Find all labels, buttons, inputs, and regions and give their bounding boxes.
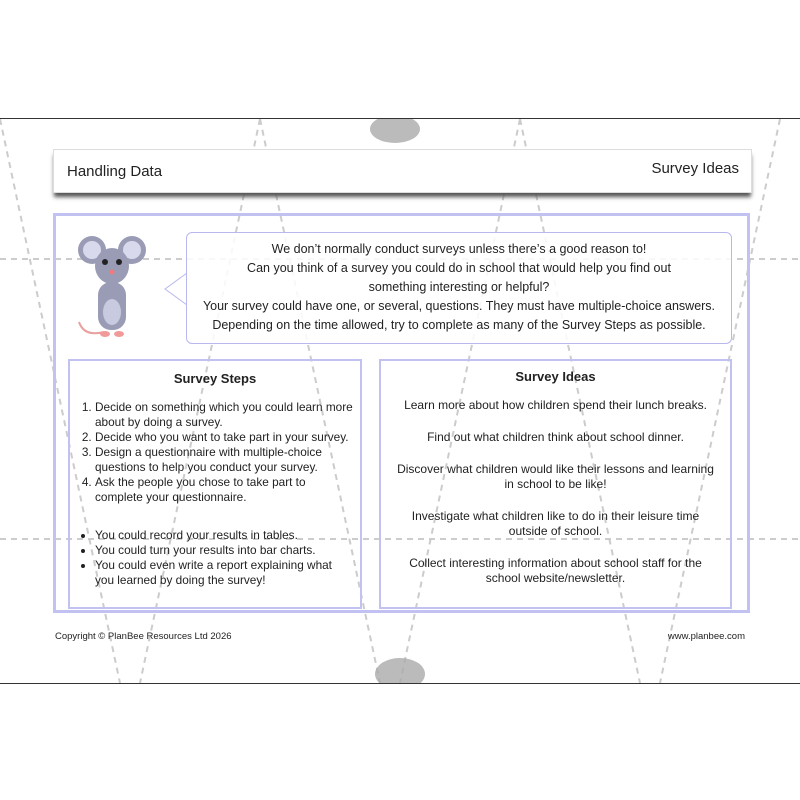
steps-list	[70, 400, 360, 505]
content-frame	[53, 213, 750, 613]
idea-item: Discover what children would like their lessons and learning in school to be like!	[397, 462, 714, 491]
step-item: 4. Ask the people you chose to take part to complete your questionnaire.	[95, 475, 354, 505]
worksheet-page	[0, 118, 800, 684]
step-item: 3. Design a questionnaire with multiple-choice questions to help you conduct your survey.	[95, 445, 354, 475]
idea-item: Collect interesting information about school staff for the school website/newsletter.	[409, 556, 702, 585]
tip-item: • You could record your results in tables.	[95, 528, 354, 543]
tips-list	[70, 528, 360, 588]
intro-line: We don’t normally conduct surveys unless there’s a good reason to!	[271, 242, 647, 256]
mouse-mascot-icon	[74, 232, 154, 344]
website-link[interactable]: www.planbee.com	[667, 631, 745, 642]
intro-line: Depending on the time allowed, try to complete as many of the Survey Steps as possible.	[212, 318, 706, 332]
idea-item: Investigate what children like to do in their leisure time outside of school.	[411, 509, 700, 538]
intro-line: Your survey could have one, or several, questions. They must have multiple-choice answers.	[202, 299, 716, 313]
speech-bubble-tail	[164, 271, 188, 307]
tip-item: • You could even write a report explaining what you learned by doing the survey!	[95, 558, 354, 588]
step-item: 2. Decide who you want to take part in your survey.	[95, 430, 354, 445]
survey-steps-panel	[68, 359, 362, 609]
survey-steps-heading: Survey Steps	[173, 371, 257, 386]
step-item: 1. Decide on something which you could learn more about by doing a survey.	[95, 400, 354, 430]
survey-ideas-heading: Survey Ideas	[515, 369, 596, 384]
idea-item: Find out what children think about school dinner.	[427, 430, 684, 444]
subject-title: Handling Data	[67, 163, 163, 180]
header-bar	[53, 149, 752, 193]
copyright-text: Copyright © PlanBee Resources Ltd 2026	[55, 631, 232, 642]
survey-ideas-panel	[379, 359, 732, 609]
idea-item: Learn more about how children spend their lunch breaks.	[404, 398, 707, 412]
intro-line: Can you think of a survey you could do in school that would help you find out something interesting or helpful?	[247, 261, 671, 294]
page-title: Survey Ideas	[651, 160, 739, 177]
intro-speech-bubble	[186, 232, 732, 344]
tip-item: • You could turn your results into bar charts.	[95, 543, 354, 558]
